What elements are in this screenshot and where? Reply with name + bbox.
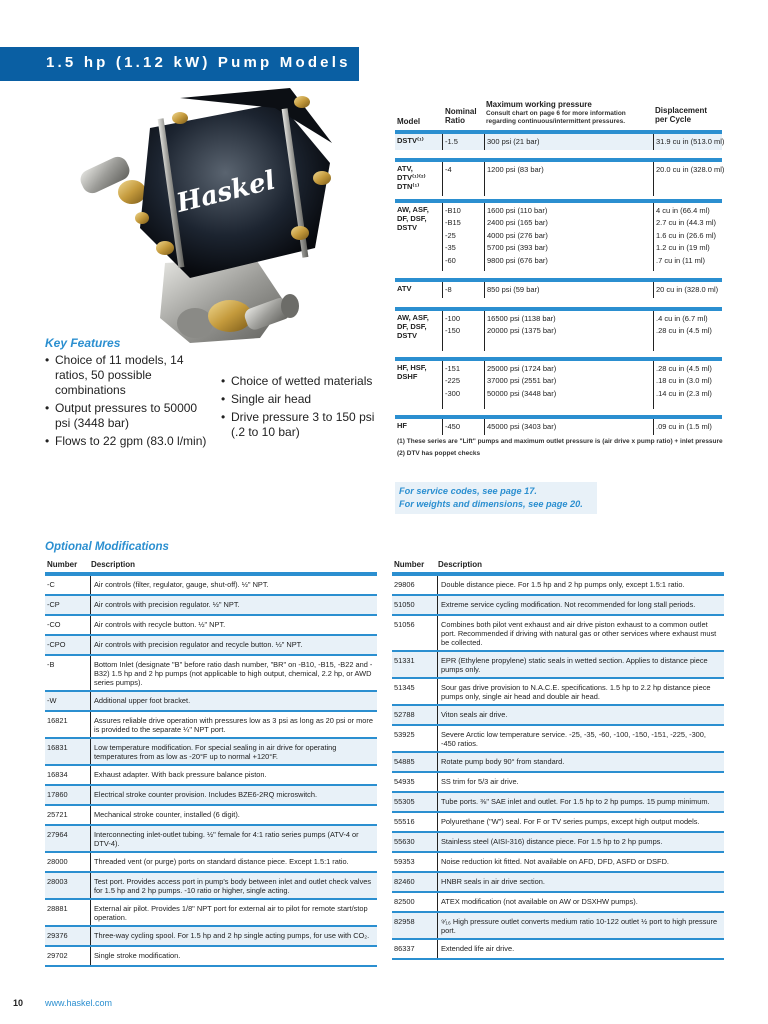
modification-number: 51050 bbox=[394, 600, 415, 609]
pump-brand-label: Haskel bbox=[173, 165, 279, 219]
modification-row bbox=[45, 656, 377, 692]
ratio-cell bbox=[445, 205, 461, 267]
modification-description: Additional upper foot bracket. bbox=[90, 692, 377, 710]
pressure-col-note: Consult chart on page 6 for more information regarding continuous/intermittent pressures. bbox=[486, 110, 626, 125]
pressure-cell-line: 9800 psi (676 bar) bbox=[487, 255, 548, 265]
modification-row bbox=[45, 947, 377, 967]
ratio-cell-line: -4 bbox=[445, 165, 452, 174]
number-col-header: Number bbox=[394, 560, 425, 569]
ratio-cell-line: -35 bbox=[445, 243, 456, 253]
modification-number: -CPO bbox=[47, 640, 66, 649]
modification-description: Noise reduction kit fitted. Not available on AFD, DFD, ASFD or DSFD. bbox=[437, 853, 724, 871]
model-cell-line: HF bbox=[397, 421, 407, 430]
modification-row bbox=[45, 826, 377, 853]
modification-row bbox=[392, 679, 724, 706]
modification-number: 51345 bbox=[394, 683, 415, 692]
pressure-cell-line: 4000 psi (276 bar) bbox=[487, 230, 548, 240]
model-table-row bbox=[395, 357, 722, 409]
modification-row bbox=[45, 806, 377, 826]
modification-description: Interconnecting inlet-outlet tubing. ½" female for 4:1 ratio series pumps (ATV-4 or DTV-4). bbox=[90, 826, 377, 851]
feature-item: • Choice of wetted materials bbox=[221, 374, 381, 389]
ratio-cell-line: -450 bbox=[445, 422, 461, 431]
ratio-cell-line: -B15 bbox=[445, 218, 461, 228]
website-link[interactable]: www.haskel.com bbox=[45, 998, 113, 1008]
pressure-cell bbox=[487, 284, 540, 296]
modification-row bbox=[392, 616, 724, 652]
model-cell-line: DSTV⁽¹⁾ bbox=[397, 136, 424, 145]
modification-number: -W bbox=[47, 696, 57, 705]
displacement-cell bbox=[656, 284, 718, 296]
pressure-cell-line: 1200 psi (83 bar) bbox=[487, 165, 544, 174]
modification-number: 29806 bbox=[394, 580, 415, 589]
modification-row bbox=[45, 712, 377, 739]
modification-number: 82460 bbox=[394, 877, 415, 886]
model-table-row bbox=[395, 130, 725, 150]
displacement-cell-line: .14 cu in (2.3 ml) bbox=[656, 388, 712, 398]
modification-number: -CP bbox=[47, 600, 60, 609]
feature-item: • Single air head bbox=[221, 392, 381, 407]
modification-row bbox=[392, 793, 724, 813]
modification-number: 52788 bbox=[394, 710, 415, 719]
pressure-cell bbox=[487, 205, 548, 267]
ratio-cell-line: -151 bbox=[445, 364, 461, 373]
modification-number: 17860 bbox=[47, 790, 68, 799]
modification-number: -C bbox=[47, 580, 55, 589]
number-col-header: Number bbox=[47, 560, 78, 569]
model-table-row bbox=[395, 278, 722, 298]
page-banner bbox=[0, 47, 359, 81]
modification-row bbox=[392, 726, 724, 753]
ratio-cell-line: -1.5 bbox=[445, 137, 458, 146]
model-cell-line: ATV, bbox=[397, 164, 413, 173]
ratio-col-header: Nominal Ratio bbox=[445, 107, 477, 125]
modification-description: Bottom Inlet (designate "B" before ratio dash number, "BR" on -B10, -B15, -B22 and -B32) 1.5 hp and 2 hp pumps (not applicable to high output, chemical, 2.2 hp, or AWD series pumps). bbox=[90, 656, 377, 690]
ratio-cell bbox=[445, 313, 460, 338]
ratio-cell bbox=[445, 284, 452, 296]
modification-row bbox=[45, 739, 377, 766]
modification-number: 55630 bbox=[394, 837, 415, 846]
displacement-cell-line: 2.7 cu in (44.3 ml) bbox=[656, 218, 717, 228]
modification-number: 16831 bbox=[47, 743, 68, 752]
pressure-cell bbox=[487, 164, 544, 176]
modification-row bbox=[45, 616, 377, 636]
modification-row bbox=[45, 853, 377, 873]
ratio-cell-line: -8 bbox=[445, 285, 452, 294]
modification-number: 16834 bbox=[47, 770, 68, 779]
modification-row bbox=[45, 766, 377, 786]
modification-number: 54935 bbox=[394, 777, 415, 786]
modification-description: Air controls (filter, regulator, gauge, shut-off). ½" NPT. bbox=[90, 576, 377, 594]
modification-description: Single stroke modification. bbox=[90, 947, 377, 965]
displacement-cell-line: 1.2 cu in (19 ml) bbox=[656, 243, 710, 253]
modification-number: 29702 bbox=[47, 951, 68, 960]
displacement-cell bbox=[656, 164, 724, 176]
model-cell-line: DSTV bbox=[397, 223, 418, 232]
modification-description: Three-way cycling spool. For 1.5 hp and 2 hp single acting pumps, for use with CO₂. bbox=[90, 927, 377, 945]
optional-mods-table-left bbox=[45, 558, 377, 967]
modification-number: 28881 bbox=[47, 904, 68, 913]
ratio-cell-line: -300 bbox=[445, 388, 461, 398]
table-note: (1) These series are "Lift" pumps and maximum outlet pressure is (air drive x pump ratio) + inlet pressure bbox=[397, 438, 723, 445]
page-number: 10 bbox=[13, 998, 24, 1008]
key-features-title: Key Features bbox=[45, 336, 121, 350]
model-cell-line: AW, ASF, bbox=[397, 205, 429, 214]
modification-description: Stainless steel (AISI-316) distance piece. For 1.5 hp to 2 hp pumps. bbox=[437, 833, 724, 851]
model-cell-line: AW, ASF, bbox=[397, 313, 429, 322]
model-cell bbox=[397, 205, 429, 232]
modification-row bbox=[45, 692, 377, 712]
ratio-cell-line: -25 bbox=[445, 230, 456, 240]
pressure-cell-line: 2400 psi (165 bar) bbox=[487, 218, 548, 228]
ratio-cell-line: -60 bbox=[445, 255, 456, 265]
modification-description: Mechanical stroke counter, installed (6 digit). bbox=[90, 806, 377, 824]
model-cell bbox=[397, 284, 411, 293]
modification-number: 53925 bbox=[394, 730, 415, 739]
modification-row bbox=[45, 927, 377, 947]
displacement-cell-line: .18 cu in (3.0 ml) bbox=[656, 376, 712, 386]
displacement-cell-line: 31.9 cu in (513.0 ml) bbox=[656, 137, 725, 146]
ratio-cell bbox=[445, 164, 452, 176]
service-codes-box bbox=[395, 482, 597, 514]
displacement-cell-line: .28 cu in (4.5 ml) bbox=[656, 364, 712, 373]
model-cell-line: DF, DSF, bbox=[397, 214, 427, 223]
description-col-header: Description bbox=[438, 560, 483, 569]
displacement-cell bbox=[656, 363, 712, 400]
modification-description: Low temperature modification. For special sealing in air drive for operating temperatures from as low as -20°F up to normal +120°F. bbox=[90, 739, 377, 764]
table-header bbox=[45, 558, 377, 572]
service-codes-link[interactable]: For service codes, see page 17. bbox=[399, 486, 537, 496]
modification-description: Electrical stroke counter provision. Includes BZE6-2RQ microswitch. bbox=[90, 786, 377, 804]
modification-description: Exhaust adapter. With back pressure balance piston. bbox=[90, 766, 377, 784]
modification-row bbox=[392, 893, 724, 913]
displacement-cell bbox=[656, 205, 716, 267]
model-cell bbox=[397, 136, 424, 145]
pressure-cell-line: 20000 psi (1375 bar) bbox=[487, 326, 557, 336]
feature-item: • Choice of 11 models, 14 ratios, 50 possible combinations bbox=[45, 353, 215, 398]
model-table-row bbox=[395, 158, 725, 196]
modification-description: External air pilot. Provides 1/8" NPT port for external air to pilot for remote start/stop operation. bbox=[90, 900, 377, 925]
modification-row bbox=[392, 773, 724, 793]
pressure-cell bbox=[487, 136, 540, 148]
model-cell-line: HF, HSF, bbox=[397, 363, 427, 372]
modification-row bbox=[392, 873, 724, 893]
pressure-cell bbox=[487, 313, 556, 338]
modification-description: Test port. Provides access port in pump's body between inlet and outlet check valves for 1.5 hp and 2 hp pumps. -10 ratio or higher, single acting. bbox=[90, 873, 377, 898]
ratio-cell bbox=[445, 421, 460, 433]
modification-description: Severe Arctic low temperature service. -25, -35, -60, -100, -150, -151, -225, -300, -450 ratios. bbox=[437, 726, 724, 751]
displacement-cell-line: .09 cu in (1.5 ml) bbox=[656, 422, 712, 431]
model-cell-line: DTN⁽¹⁾ bbox=[397, 182, 420, 191]
displacement-cell-line: 20 cu in (328.0 ml) bbox=[656, 285, 719, 294]
displacement-cell bbox=[656, 313, 712, 338]
modification-row bbox=[45, 786, 377, 806]
modification-number: 16821 bbox=[47, 716, 68, 725]
modification-number: 82958 bbox=[394, 917, 415, 926]
feature-item: • Flows to 22 gpm (83.0 l/min) bbox=[45, 434, 215, 449]
modification-row bbox=[392, 940, 724, 960]
modification-row bbox=[392, 596, 724, 616]
pump-product-image bbox=[70, 88, 360, 353]
modification-number: 28003 bbox=[47, 877, 68, 886]
description-col-header: Description bbox=[91, 560, 136, 569]
pressure-cell-line: 16500 psi (1138 bar) bbox=[487, 314, 556, 323]
ratio-cell bbox=[445, 136, 458, 148]
modification-description: ATEX modification (not available on AW or DSXHW pumps). bbox=[437, 893, 724, 911]
modification-description: HNBR seals in air drive section. bbox=[437, 873, 724, 891]
feature-item: • Drive pressure 3 to 150 psi (.2 to 10 bar) bbox=[221, 410, 381, 440]
ratio-cell-line: -100 bbox=[445, 314, 461, 323]
pressure-cell-line: 25000 psi (1724 bar) bbox=[487, 364, 557, 373]
modification-number: 54885 bbox=[394, 757, 415, 766]
modification-row bbox=[45, 636, 377, 656]
model-cell bbox=[397, 421, 407, 430]
table-note: (2) DTV has poppet checks bbox=[397, 450, 481, 457]
modification-row bbox=[45, 873, 377, 900]
modification-description: Extreme service cycling modification. Not recommended for long stall periods. bbox=[437, 596, 724, 614]
modification-number: 86337 bbox=[394, 944, 415, 953]
page-title: 1.5 hp (1.12 kW) Pump Models bbox=[46, 54, 351, 71]
model-table-row bbox=[395, 307, 722, 351]
model-cell-line: DTV⁽¹⁾⁽²⁾ bbox=[397, 173, 426, 182]
model-cell-line: DSHF bbox=[397, 372, 418, 381]
modification-description: SS trim for 5/3 air drive. bbox=[437, 773, 724, 791]
pressure-cell-line: 1600 psi (110 bar) bbox=[487, 206, 548, 215]
displacement-cell-line: 4 cu in (66.4 ml) bbox=[656, 206, 710, 215]
modification-description: Air controls with precision regulator. ½" NPT. bbox=[90, 596, 377, 614]
model-table-notes bbox=[397, 438, 727, 462]
modification-number: 51056 bbox=[394, 620, 415, 629]
model-col-header: Model bbox=[397, 117, 421, 126]
modification-description: Combines both pilot vent exhaust and air drive piston exhaust to a common outlet port. Recommended if driving with natural gas or other services where exhaust must be collected. bbox=[437, 616, 724, 650]
modification-description: EPR (Ethylene propylene) static seals in wetted section. Applies to distance piece pumps only. bbox=[437, 652, 724, 677]
modification-description: Air controls with recycle button. ½" NPT. bbox=[90, 616, 377, 634]
key-features-right-list bbox=[221, 374, 381, 443]
modification-row bbox=[392, 913, 724, 940]
pressure-cell-line: 37000 psi (2551 bar) bbox=[487, 376, 557, 386]
pressure-cell-line: 5700 psi (393 bar) bbox=[487, 243, 548, 253]
modification-description: Assures reliable drive operation with pressures low as 3 psi as long as 20 psi or more is provided to the separate ¼" NPT port. bbox=[90, 712, 377, 737]
pressure-cell-line: 50000 psi (3448 bar) bbox=[487, 388, 557, 398]
modification-row bbox=[45, 576, 377, 596]
displacement-cell-line: 1.6 cu in (26.6 ml) bbox=[656, 230, 717, 240]
model-cell bbox=[397, 313, 429, 340]
modification-row bbox=[392, 576, 724, 596]
model-cell bbox=[397, 363, 427, 381]
modification-number: 27964 bbox=[47, 830, 68, 839]
pressure-cell-line: 45000 psi (3403 bar) bbox=[487, 422, 557, 431]
displacement-cell bbox=[656, 421, 712, 433]
modification-number: -CO bbox=[47, 620, 61, 629]
model-table-row bbox=[395, 199, 722, 271]
feature-item: • Output pressures to 50000 psi (3448 bar) bbox=[45, 401, 215, 431]
displacement-cell-line: .28 cu in (4.5 ml) bbox=[656, 326, 712, 336]
pressure-cell-line: 300 psi (21 bar) bbox=[487, 137, 540, 146]
pressure-cell bbox=[487, 363, 556, 400]
table-header bbox=[392, 558, 724, 572]
model-cell-line: DSTV bbox=[397, 331, 418, 340]
ratio-cell-line: -150 bbox=[445, 326, 461, 336]
displacement-cell-line: 20.0 cu in (328.0 ml) bbox=[656, 165, 725, 174]
pressure-cell-line: 850 psi (59 bar) bbox=[487, 285, 540, 294]
modification-number: 25721 bbox=[47, 810, 68, 819]
modification-number: 51331 bbox=[394, 656, 415, 665]
modification-description: Threaded vent (or purge) ports on standard distance piece. Except 1.5:1 ratio. bbox=[90, 853, 377, 871]
modification-description: ⁹⁄₁₆ High pressure outlet converts medium ratio 10-122 outlet ½ port to high pressure port. bbox=[437, 913, 724, 938]
pressure-col-header: Maximum working pressure bbox=[486, 100, 592, 109]
displacement-col-header: Displacement per Cycle bbox=[655, 106, 708, 124]
modification-description: Double distance piece. For 1.5 hp and 2 hp pumps only, except 1.5:1 ratio. bbox=[437, 576, 724, 594]
modification-description: Tube ports. ⅜" SAE inlet and outlet. For 1.5 hp to 2 hp pumps. 15 pump minimum. bbox=[437, 793, 724, 811]
modification-number: 59353 bbox=[394, 857, 415, 866]
optional-mods-table-right bbox=[392, 558, 724, 960]
displacement-cell-line: .7 cu in (11 ml) bbox=[656, 255, 706, 265]
displacement-cell bbox=[656, 136, 724, 148]
modification-row bbox=[392, 706, 724, 726]
ratio-cell-line: -B10 bbox=[445, 206, 461, 215]
modification-number: 82500 bbox=[394, 897, 415, 906]
modification-description: Extended life air drive. bbox=[437, 940, 724, 958]
ratio-cell-line: -225 bbox=[445, 376, 461, 386]
model-cell-line: ATV bbox=[397, 284, 412, 293]
modification-description: Rotate pump body 90° from standard. bbox=[437, 753, 724, 771]
modification-number: 55516 bbox=[394, 817, 415, 826]
modification-row bbox=[392, 853, 724, 873]
weights-dimensions-link[interactable]: For weights and dimensions, see page 20. bbox=[399, 499, 583, 509]
modification-row bbox=[392, 833, 724, 853]
modification-row bbox=[45, 596, 377, 616]
model-table-row bbox=[395, 415, 722, 435]
modification-description: Polyurethane ("W") seal. For F or TV series pumps, except high output models. bbox=[437, 813, 724, 831]
modification-description: Air controls with precision regulator and recycle button. ½" NPT. bbox=[90, 636, 377, 654]
modification-row bbox=[392, 753, 724, 773]
modification-row bbox=[392, 813, 724, 833]
modification-row bbox=[45, 900, 377, 927]
optional-modifications-title: Optional Modifications bbox=[45, 541, 169, 553]
modification-row bbox=[392, 652, 724, 679]
modification-number: 28000 bbox=[47, 857, 68, 866]
model-cell-line: DF, DSF, bbox=[397, 322, 427, 331]
model-cell bbox=[397, 164, 426, 191]
displacement-cell-line: .4 cu in (6.7 ml) bbox=[656, 314, 708, 323]
modification-number: -B bbox=[47, 660, 55, 669]
modification-number: 29376 bbox=[47, 931, 68, 940]
ratio-cell bbox=[445, 363, 460, 400]
key-features-left-list bbox=[45, 353, 215, 452]
modification-number: 55305 bbox=[394, 797, 415, 806]
modification-description: Viton seals air drive. bbox=[437, 706, 724, 724]
pressure-cell bbox=[487, 421, 556, 433]
modification-description: Sour gas drive provision to N.A.C.E. specifications. 1.5 hp to 2.2 hp distance piece pumps only, single air head and double air head. bbox=[437, 679, 724, 704]
